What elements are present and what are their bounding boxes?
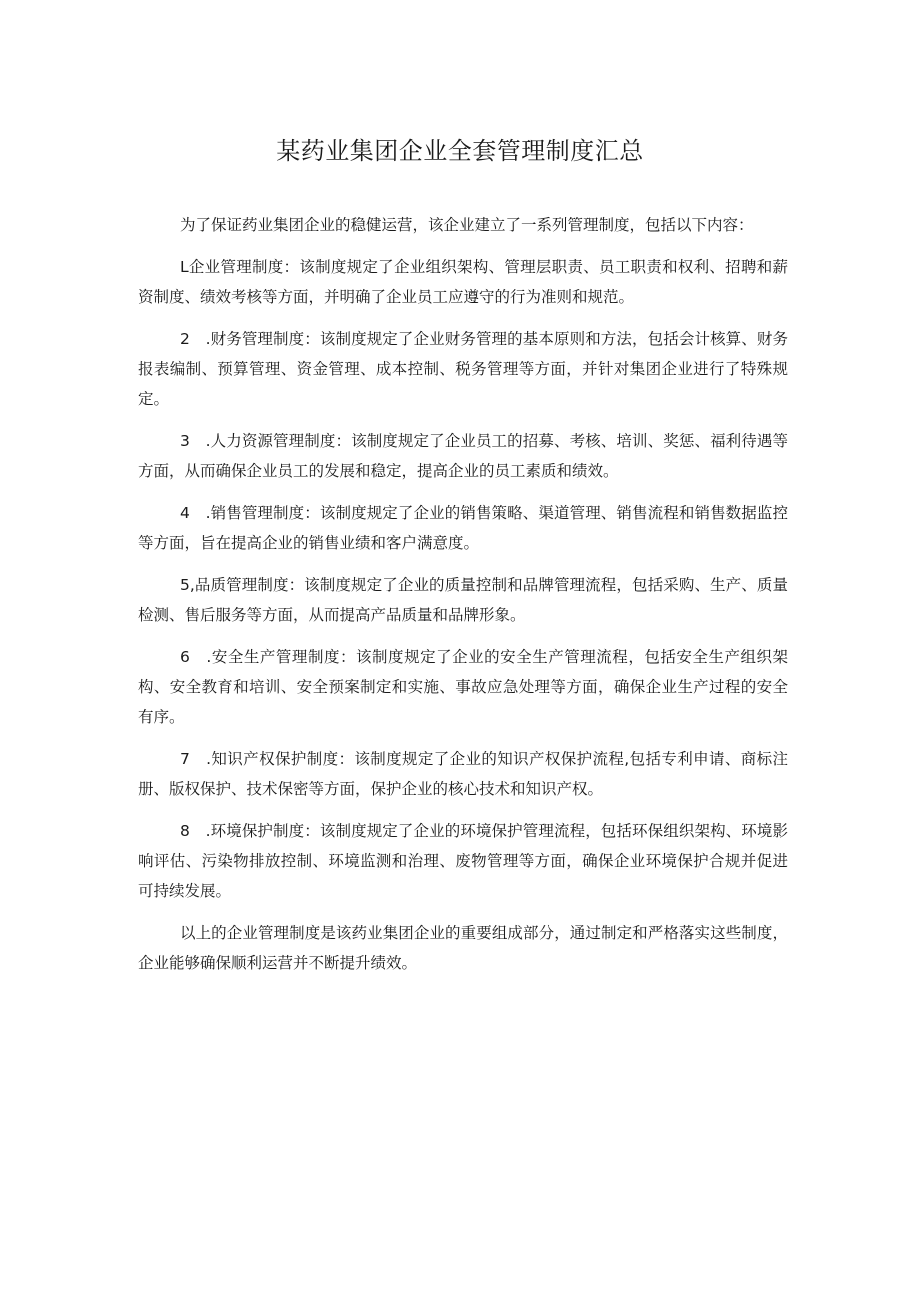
document-title: 某药业集团企业全套管理制度汇总 — [276, 137, 644, 165]
item-paragraph-5: 5,品质管理制度：该制度规定了企业的质量控制和品牌管理流程，包括采购、生产、质量检测、售后服务等方面，从而提高产品质量和品牌形象。 — [138, 576, 788, 624]
item-paragraph-1: L企业管理制度：该制度规定了企业组织架构、管理层职责、员工职责和权利、招聘和薪资制度、绩效考核等方面，并明确了企业员工应遵守的行为准则和规范。 — [138, 258, 788, 306]
item-paragraph-7: 7 .知识产权保护制度：该制度规定了企业的知识产权保护流程,包括专利申请、商标注册、版权保护、技术保密等方面，保护企业的核心技术和知识产权。 — [138, 750, 788, 798]
conclusion-paragraph: 以上的企业管理制度是该药业集团企业的重要组成部分，通过制定和严格落实这些制度，企业能够确保顺利运营并不断提升绩效。 — [138, 924, 788, 972]
item-paragraph-2: 2 .财务管理制度：该制度规定了企业财务管理的基本原则和方法，包括会计核算、财务报表编制、预算管理、资金管理、成本控制、税务管理等方面，并针对集团企业进行了特殊规定。 — [138, 330, 788, 408]
item-paragraph-4: 4 .销售管理制度：该制度规定了企业的销售策略、渠道管理、销售流程和销售数据监控等方面，旨在提高企业的销售业绩和客户满意度。 — [138, 504, 788, 552]
item-paragraph-8: 8 .环境保护制度：该制度规定了企业的环境保护管理流程，包括环保组织架构、环境影响评估、污染物排放控制、环境监测和治理、废物管理等方面，确保企业环境保护合规并促进可持续发展。 — [138, 822, 788, 900]
item-paragraph-6: 6 .安全生产管理制度：该制度规定了企业的安全生产管理流程，包括安全生产组织架构、安全教育和培训、安全预案制定和实施、事故应急处理等方面，确保企业生产过程的安全有序。 — [138, 648, 788, 726]
intro-paragraph: 为了保证药业集团企业的稳健运营，该企业建立了一系列管理制度，包括以下内容： — [180, 216, 754, 234]
item-paragraph-3: 3 .人力资源管理制度：该制度规定了企业员工的招募、考核、培训、奖惩、福利待遇等方面，从而确保企业员工的发展和稳定，提高企业的员工素质和绩效。 — [138, 432, 788, 480]
document-body — [138, 210, 788, 990]
